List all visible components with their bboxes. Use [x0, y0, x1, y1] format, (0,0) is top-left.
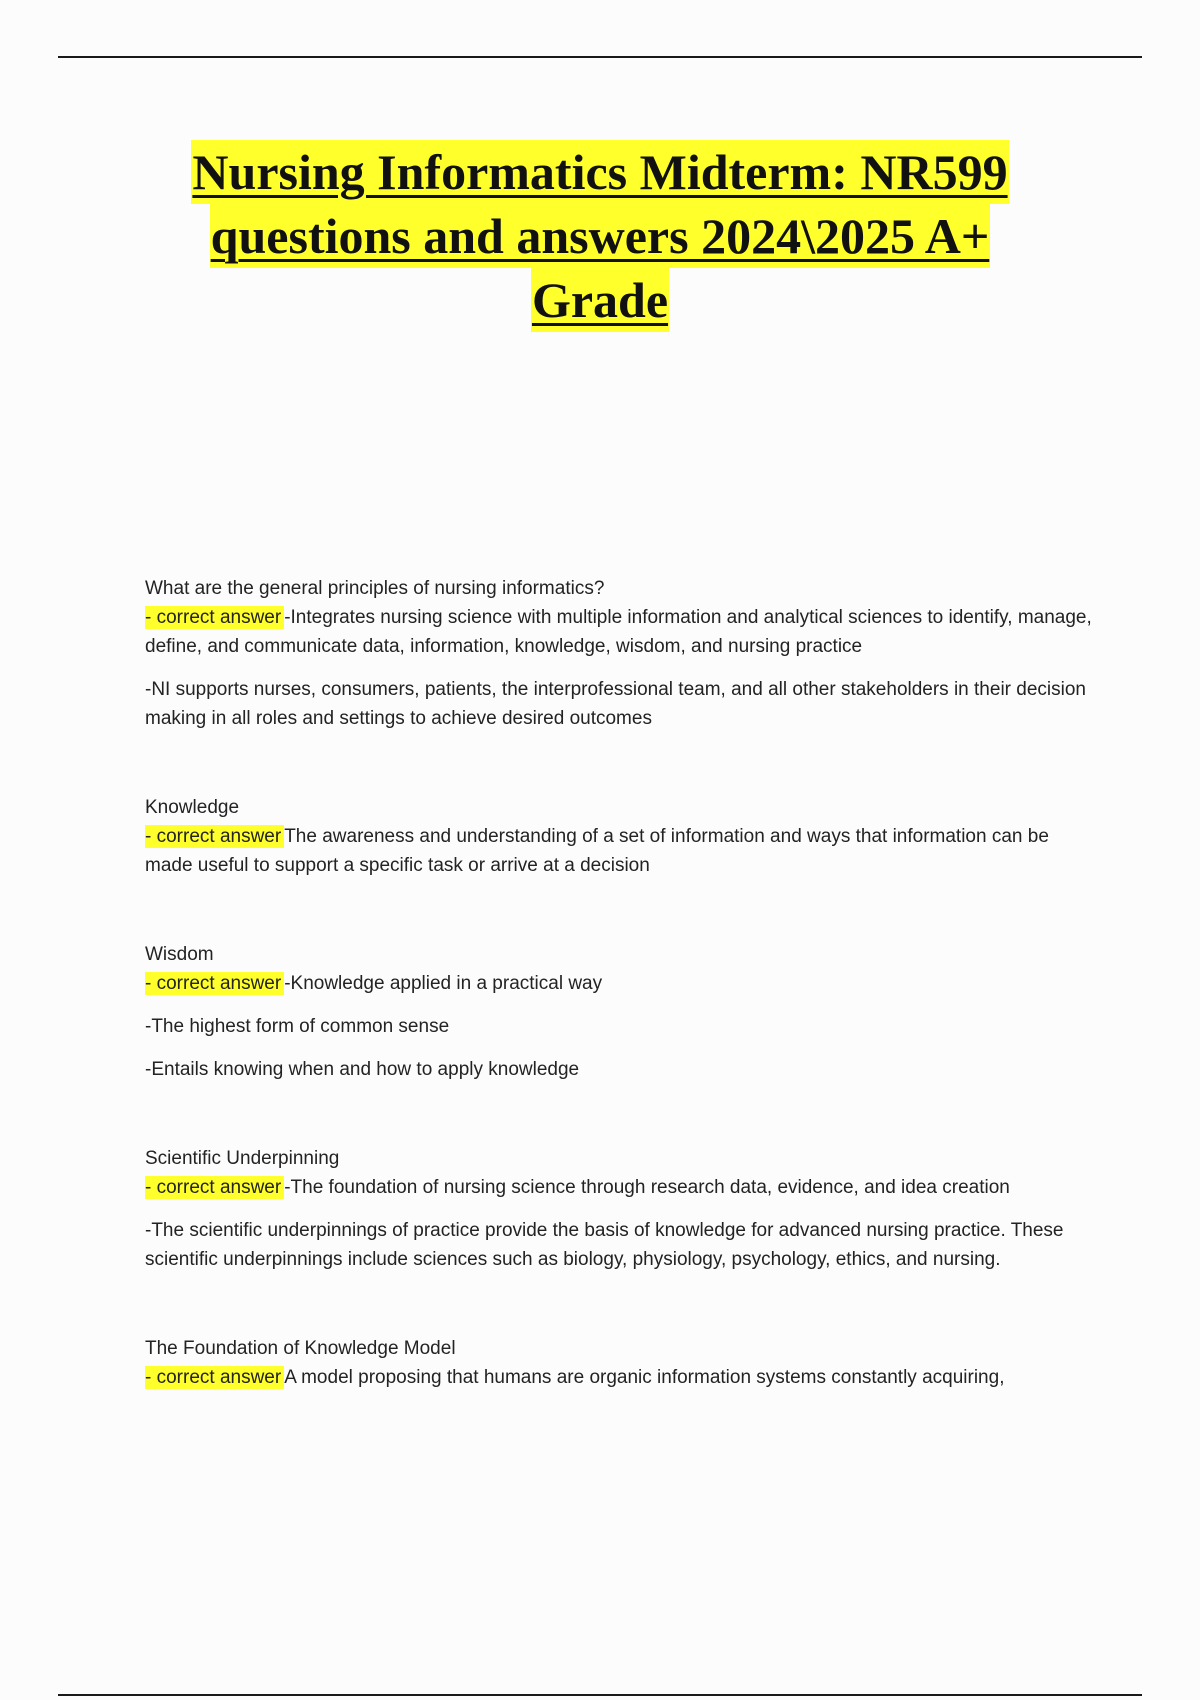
answer-paragraph	[145, 1173, 1095, 1202]
answer-text: -The foundation of nursing science through research data, evidence, and idea creation	[284, 1177, 1010, 1198]
answer-paragraph: -NI supports nurses, consumers, patients, the interprofessional team, and all other stakeholders in their decision making in all roles and settings to achieve desired outcomes	[145, 679, 1086, 729]
qa-item-2	[145, 793, 1095, 880]
qa-item-1	[145, 574, 1095, 733]
document-title	[100, 140, 1100, 332]
correct-answer-marker: - correct answer	[145, 825, 284, 848]
correct-answer-marker: - correct answer	[145, 972, 284, 995]
answer-text: A model proposing that humans are organic information systems constantly acquiring,	[284, 1367, 1005, 1388]
top-rule	[58, 56, 1142, 58]
qa-item-3	[145, 940, 1095, 1084]
bottom-rule	[58, 1694, 1142, 1696]
question-text: Scientific Underpinning	[145, 1148, 340, 1169]
answer-paragraph	[145, 969, 1095, 998]
answer-paragraph: -Entails knowing when and how to apply knowledge	[145, 1059, 580, 1080]
qa-item-4	[145, 1144, 1095, 1274]
correct-answer-marker: - correct answer	[145, 606, 284, 629]
answer-text: -Integrates nursing science with multiple information and analytical sciences to identify, manage, define, and communicate data, information, knowledge, wisdom, and nursing practice	[145, 607, 1092, 657]
question-text: What are the general principles of nursing informatics?	[145, 578, 605, 599]
answer-text: -Knowledge applied in a practical way	[284, 973, 603, 994]
title-line-1: Nursing Informatics Midterm: NR599	[191, 140, 1008, 204]
question-text: Knowledge	[145, 797, 240, 818]
answer-paragraph	[145, 1363, 1095, 1392]
answer-paragraph	[145, 603, 1095, 661]
answer-paragraph	[145, 822, 1095, 880]
answer-paragraph: -The highest form of common sense	[145, 1016, 450, 1037]
answer-text: The awareness and understanding of a set of information and ways that information can be made useful to support a specific task or arrive at a decision	[145, 826, 1049, 876]
qa-content	[145, 574, 1095, 1406]
question-text: Wisdom	[145, 944, 214, 965]
title-line-2: questions and answers 2024\2025 A+	[210, 204, 991, 268]
correct-answer-marker: - correct answer	[145, 1176, 284, 1199]
qa-item-5	[145, 1334, 1095, 1392]
title-line-3: Grade	[531, 268, 669, 332]
answer-paragraph: -The scientific underpinnings of practice provide the basis of knowledge for advanced nursing practice. These scientific underpinnings include sciences such as biology, physiology, psychology, ethics, and nursing.	[145, 1220, 1064, 1270]
correct-answer-marker: - correct answer	[145, 1366, 284, 1389]
question-text: The Foundation of Knowledge Model	[145, 1338, 456, 1359]
